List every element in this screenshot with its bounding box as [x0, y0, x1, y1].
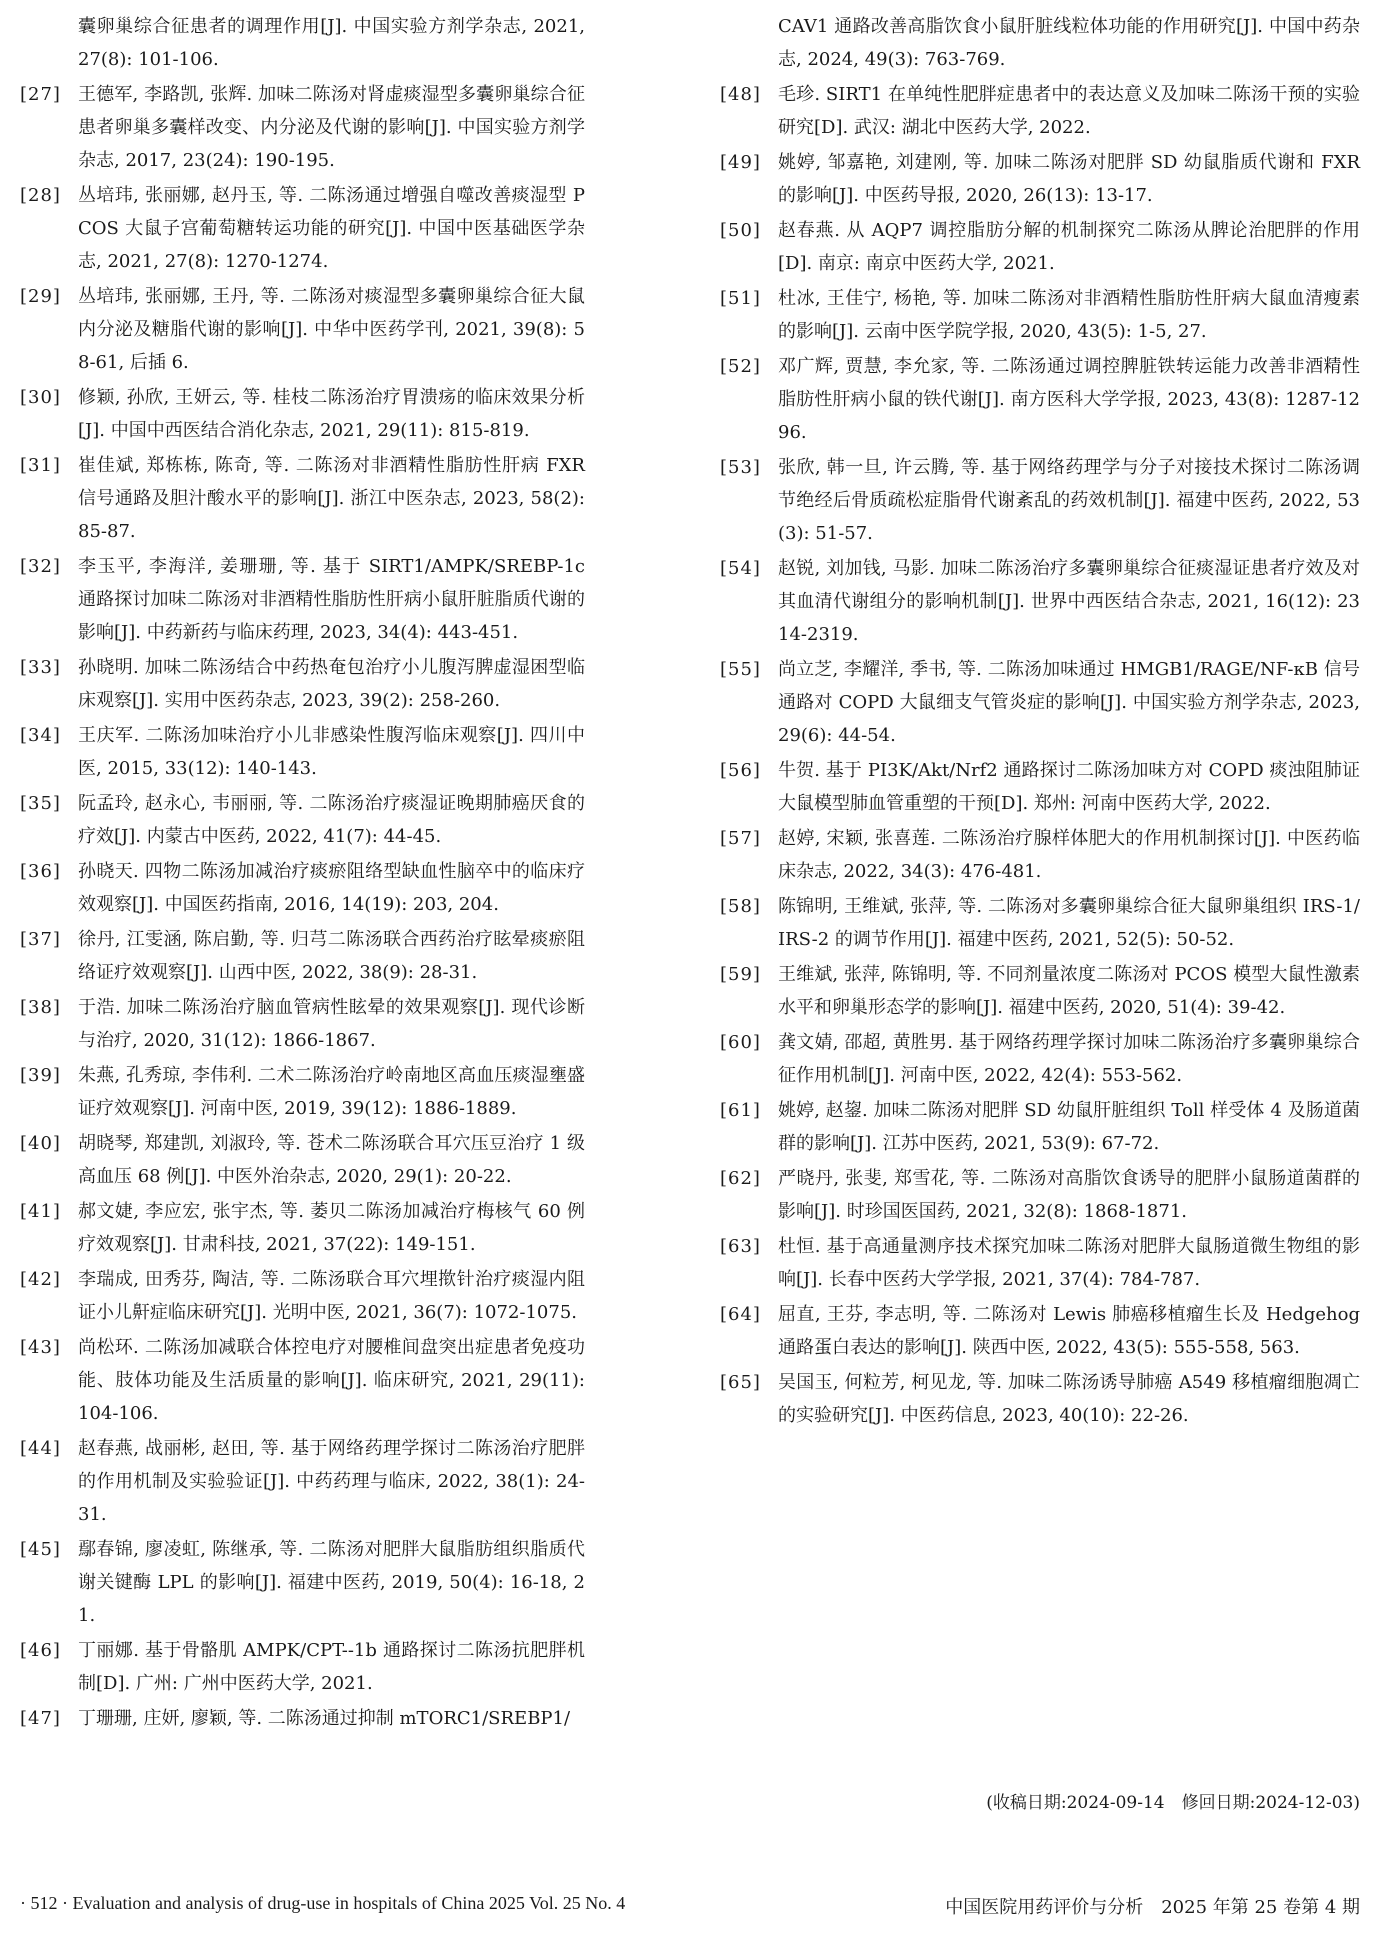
reference-number: [46]	[20, 1640, 61, 1661]
reference-text: 杜冰, 王佳宁, 杨艳, 等. 加味二陈汤对非酒精性脂肪性肝病大鼠血清瘦素的影响[J]. 云南中医学院学报, 2020, 43(5): 1-5, 27.	[778, 288, 1360, 342]
reference-text: 修颖, 孙欣, 王妍云, 等. 桂枝二陈汤治疗胃溃疡的临床效果分析[J]. 中国中西医结合消化杂志, 2021, 29(11): 815-819.	[78, 387, 585, 441]
reference-number: [44]	[20, 1438, 61, 1459]
reference-number: [63]	[720, 1236, 761, 1257]
reference-text: 屈直, 王芬, 李志明, 等. 二陈汤对 Lewis 肺癌移植瘤生长及 Hedgehog 通路蛋白表达的影响[J]. 陕西中医, 2022, 43(5): 555-558, 563.	[778, 1304, 1360, 1358]
reference-text: 于浩. 加味二陈汤治疗脑血管病性眩晕的效果观察[J]. 现代诊断与治疗, 2020, 31(12): 1866-1867.	[78, 997, 585, 1051]
footer-journal-english: · 512 · Evaluation and analysis of drug-use in hospitals of China 2025 Vol. 25 No. 4	[20, 1893, 626, 1913]
reference-item	[720, 1366, 1360, 1432]
reference-text: 徐丹, 江雯涵, 陈启勤, 等. 归芎二陈汤联合西药治疗眩晕痰瘀阻络证疗效观察[J]. 山西中医, 2022, 38(9): 28-31.	[78, 929, 585, 983]
references-right-column	[720, 10, 1360, 1434]
reference-number: [47]	[20, 1708, 61, 1729]
reference-number: [57]	[720, 828, 761, 849]
reference-number: [52]	[720, 356, 761, 377]
reference-text: 陈锦明, 王维斌, 张萍, 等. 二陈汤对多囊卵巢综合征大鼠卵巢组织 IRS-1/IRS-2 的调节作用[J]. 福建中医药, 2021, 52(5): 50-52.	[778, 896, 1360, 950]
reference-text: 鄢春锦, 廖凌虹, 陈继承, 等. 二陈汤对肥胖大鼠脂肪组织脂质代谢关键酶 LPL 的影响[J]. 福建中医药, 2019, 50(4): 16-18, 21.	[78, 1539, 585, 1626]
reference-item	[720, 1230, 1360, 1296]
reference-item	[720, 958, 1360, 1024]
reference-item	[20, 179, 585, 278]
reference-item	[720, 890, 1360, 956]
reference-item	[20, 1263, 585, 1329]
reference-item	[20, 1059, 585, 1125]
reference-text: 丛培玮, 张丽娜, 赵丹玉, 等. 二陈汤通过增强自噬改善痰湿型 PCOS 大鼠子宫葡萄糖转运功能的研究[J]. 中国中医基础医学杂志, 2021, 27(8): 1270-1274.	[78, 185, 585, 272]
reference-text: CAV1 通路改善高脂饮食小鼠肝脏线粒体功能的作用研究[J]. 中国中药杂志, 2024, 49(3): 763-769.	[778, 16, 1360, 70]
reference-item	[20, 651, 585, 717]
reference-text: 赵春燕. 从 AQP7 调控脂肪分解的机制探究二陈汤从脾论治肥胖的作用[D]. 南京: 南京中医药大学, 2021.	[778, 220, 1360, 274]
footer-journal-chinese: 中国医院用药评价与分析 2025 年第 25 卷第 4 期	[945, 1897, 1360, 1918]
reference-text: 丛培玮, 张丽娜, 王丹, 等. 二陈汤对痰湿型多囊卵巢综合征大鼠内分泌及糖脂代谢的影响[J]. 中华中医药学刊, 2021, 39(8): 58-61, 后插 6.	[78, 286, 585, 373]
reference-item	[720, 1162, 1360, 1228]
reference-item	[720, 282, 1360, 348]
reference-number: [32]	[20, 556, 61, 577]
reference-item	[720, 78, 1360, 144]
reference-text: 丁丽娜. 基于骨骼肌 AMPK/CPT--1b 通路探讨二陈汤抗肥胖机制[D]. 广州: 广州中医药大学, 2021.	[78, 1640, 585, 1694]
reference-item	[20, 1533, 585, 1632]
reference-item	[720, 653, 1360, 752]
reference-item	[720, 552, 1360, 651]
reference-item	[20, 1331, 585, 1430]
reference-item	[720, 214, 1360, 280]
reference-text: 尚立芝, 李耀洋, 季书, 等. 二陈汤加味通过 HMGB1/RAGE/NF-κB 信号通路对 COPD 大鼠细支气管炎症的影响[J]. 中国实验方剂学杂志, 2023, 29(6): 44-54.	[778, 659, 1360, 746]
reference-number: [60]	[720, 1032, 761, 1053]
reference-item	[20, 991, 585, 1057]
reference-item	[720, 1094, 1360, 1160]
reference-item	[720, 451, 1360, 550]
reference-text: 王庆军. 二陈汤加味治疗小儿非感染性腹泻临床观察[J]. 四川中医, 2015, 33(12): 140-143.	[78, 725, 585, 779]
reference-number: [64]	[720, 1304, 761, 1325]
reference-number: [48]	[720, 84, 761, 105]
reference-number: [45]	[20, 1539, 61, 1560]
reference-number: [39]	[20, 1065, 61, 1086]
references-left-column	[20, 10, 585, 1737]
reference-text: 崔佳斌, 郑栋栋, 陈奇, 等. 二陈汤对非酒精性脂肪性肝病 FXR 信号通路及胆汁酸水平的影响[J]. 浙江中医杂志, 2023, 58(2): 85-87.	[78, 455, 585, 542]
reference-continuation	[720, 10, 1360, 76]
reference-number: [41]	[20, 1201, 61, 1222]
reference-number: [31]	[20, 455, 61, 476]
reference-number: [38]	[20, 997, 61, 1018]
reference-text: 胡晓琴, 郑建凯, 刘淑玲, 等. 苍术二陈汤联合耳穴压豆治疗 1 级高血压 68 例[J]. 中医外治杂志, 2020, 29(1): 20-22.	[78, 1133, 585, 1187]
reference-number: [28]	[20, 185, 61, 206]
received-revised-dates: (收稿日期:2024-09-14 修回日期:2024-12-03)	[986, 1793, 1360, 1813]
reference-text: 李瑞成, 田秀芬, 陶洁, 等. 二陈汤联合耳穴埋揿针治疗痰湿内阻证小儿鼾症临床研究[J]. 光明中医, 2021, 36(7): 1072-1075.	[78, 1269, 585, 1323]
reference-item	[720, 754, 1360, 820]
reference-number: [58]	[720, 896, 761, 917]
reference-text: 王德军, 李路凯, 张辉. 加味二陈汤对肾虚痰湿型多囊卵巢综合征患者卵巢多囊样改变、内分泌及代谢的影响[J]. 中国实验方剂学杂志, 2017, 23(24): 190-195.	[78, 84, 585, 171]
reference-item	[20, 1702, 585, 1735]
reference-item	[720, 1298, 1360, 1364]
reference-text: 丁珊珊, 庄妍, 廖颖, 等. 二陈汤通过抑制 mTORC1/SREBP1/	[78, 1708, 571, 1729]
reference-item	[720, 1026, 1360, 1092]
reference-item	[20, 923, 585, 989]
reference-number: [34]	[20, 725, 61, 746]
reference-item	[20, 550, 585, 649]
reference-item	[20, 1127, 585, 1193]
reference-item	[20, 449, 585, 548]
reference-text: 姚婷, 赵鋆. 加味二陈汤对肥胖 SD 幼鼠肝脏组织 Toll 样受体 4 及肠道菌群的影响[J]. 江苏中医药, 2021, 53(9): 67-72.	[778, 1100, 1360, 1154]
reference-text: 阮孟玲, 赵永心, 韦丽丽, 等. 二陈汤治疗痰湿证晚期肺癌厌食的疗效[J]. 内蒙古中医药, 2022, 41(7): 44-45.	[78, 793, 585, 847]
reference-number: [56]	[720, 760, 761, 781]
reference-text: 孙晓天. 四物二陈汤加减治疗痰瘀阻络型缺血性脑卒中的临床疗效观察[J]. 中国医药指南, 2016, 14(19): 203, 204.	[78, 861, 585, 915]
reference-text: 赵锐, 刘加钱, 马影. 加味二陈汤治疗多囊卵巢综合征痰湿证患者疗效及对其血清代谢组分的影响机制[J]. 世界中西医结合杂志, 2021, 16(12): 2314-2319.	[778, 558, 1360, 645]
reference-number: [53]	[720, 457, 761, 478]
reference-number: [50]	[720, 220, 761, 241]
reference-item	[720, 350, 1360, 449]
reference-text: 吴国玉, 何粒芳, 柯见龙, 等. 加味二陈汤诱导肺癌 A549 移植瘤细胞凋亡的实验研究[J]. 中医药信息, 2023, 40(10): 22-26.	[778, 1372, 1360, 1426]
reference-number: [27]	[20, 84, 61, 105]
reference-text: 张欣, 韩一旦, 许云腾, 等. 基于网络药理学与分子对接技术探讨二陈汤调节绝经后骨质疏松症脂骨代谢紊乱的药效机制[J]. 福建中医药, 2022, 53(3): 51-57.	[778, 457, 1360, 544]
reference-number: [35]	[20, 793, 61, 814]
reference-number: [61]	[720, 1100, 761, 1121]
reference-text: 朱燕, 孔秀琼, 李伟利. 二术二陈汤治疗岭南地区高血压痰湿壅盛证疗效观察[J]. 河南中医, 2019, 39(12): 1886-1889.	[78, 1065, 585, 1119]
reference-number: [37]	[20, 929, 61, 950]
reference-text: 杜恒. 基于高通量测序技术探究加味二陈汤对肥胖大鼠肠道微生物组的影响[J]. 长春中医药大学学报, 2021, 37(4): 784-787.	[778, 1236, 1360, 1290]
reference-item	[20, 1195, 585, 1261]
reference-text: 郝文婕, 李应宏, 张宇杰, 等. 萎贝二陈汤加减治疗梅核气 60 例疗效观察[J]. 甘肃科技, 2021, 37(22): 149-151.	[78, 1201, 585, 1255]
reference-number: [36]	[20, 861, 61, 882]
reference-item	[20, 1634, 585, 1700]
reference-item	[20, 787, 585, 853]
reference-item	[20, 855, 585, 921]
reference-item	[20, 78, 585, 177]
reference-number: [29]	[20, 286, 61, 307]
reference-number: [59]	[720, 964, 761, 985]
reference-text: 姚婷, 邹嘉艳, 刘建刚, 等. 加味二陈汤对肥胖 SD 幼鼠脂质代谢和 FXR 的影响[J]. 中医药导报, 2020, 26(13): 13-17.	[778, 152, 1360, 206]
reference-number: [54]	[720, 558, 761, 579]
reference-number: [40]	[20, 1133, 61, 1154]
reference-text: 赵婷, 宋颖, 张喜莲. 二陈汤治疗腺样体肥大的作用机制探讨[J]. 中医药临床杂志, 2022, 34(3): 476-481.	[778, 828, 1360, 882]
reference-text: 龚文婧, 邵超, 黄胜男. 基于网络药理学探讨加味二陈汤治疗多囊卵巢综合征作用机制[J]. 河南中医, 2022, 42(4): 553-562.	[778, 1032, 1360, 1086]
reference-item	[20, 1432, 585, 1531]
reference-text: 王维斌, 张萍, 陈锦明, 等. 不同剂量浓度二陈汤对 PCOS 模型大鼠性激素水平和卵巢形态学的影响[J]. 福建中医药, 2020, 51(4): 39-42.	[778, 964, 1360, 1018]
reference-number: [33]	[20, 657, 61, 678]
reference-item	[720, 822, 1360, 888]
reference-number: [42]	[20, 1269, 61, 1290]
reference-item	[20, 719, 585, 785]
reference-number: [51]	[720, 288, 761, 309]
reference-text: 囊卵巢综合征患者的调理作用[J]. 中国实验方剂学杂志, 2021, 27(8): 101-106.	[78, 16, 585, 70]
reference-number: [49]	[720, 152, 761, 173]
reference-number: [30]	[20, 387, 61, 408]
reference-text: 孙晓明. 加味二陈汤结合中药热奄包治疗小儿腹泻脾虚湿困型临床观察[J]. 实用中医药杂志, 2023, 39(2): 258-260.	[78, 657, 585, 711]
reference-number: [43]	[20, 1337, 61, 1358]
reference-text: 李玉平, 李海洋, 姜珊珊, 等. 基于 SIRT1/AMPK/SREBP-1c 通路探讨加味二陈汤对非酒精性脂肪性肝病小鼠肝脏脂质代谢的影响[J]. 中药新药与临床药理, 2023, 34(4): 443-451.	[78, 556, 585, 643]
reference-text: 毛珍. SIRT1 在单纯性肥胖症患者中的表达意义及加味二陈汤干预的实验研究[D]. 武汉: 湖北中医药大学, 2022.	[778, 84, 1360, 138]
reference-text: 牛贺. 基于 PI3K/Akt/Nrf2 通路探讨二陈汤加味方对 COPD 痰浊阻肺证大鼠模型肺血管重塑的干预[D]. 郑州: 河南中医药大学, 2022.	[778, 760, 1360, 814]
reference-number: [65]	[720, 1372, 761, 1393]
reference-text: 邓广辉, 贾慧, 李允家, 等. 二陈汤通过调控脾脏铁转运能力改善非酒精性脂肪性肝病小鼠的铁代谢[J]. 南方医科大学学报, 2023, 43(8): 1287-1296.	[778, 356, 1360, 443]
reference-text: 严晓丹, 张斐, 郑雪花, 等. 二陈汤对高脂饮食诱导的肥胖小鼠肠道菌群的影响[J]. 时珍国医国药, 2021, 32(8): 1868-1871.	[778, 1168, 1360, 1222]
reference-number: [55]	[720, 659, 761, 680]
reference-item	[20, 280, 585, 379]
reference-item	[20, 381, 585, 447]
reference-continuation	[20, 10, 585, 76]
reference-number: [62]	[720, 1168, 761, 1189]
reference-item	[720, 146, 1360, 212]
reference-text: 尚松环. 二陈汤加减联合体控电疗对腰椎间盘突出症患者免疫功能、肢体功能及生活质量的影响[J]. 临床研究, 2021, 29(11): 104-106.	[78, 1337, 585, 1424]
reference-text: 赵春燕, 战丽彬, 赵田, 等. 基于网络药理学探讨二陈汤治疗肥胖的作用机制及实验验证[J]. 中药药理与临床, 2022, 38(1): 24-31.	[78, 1438, 585, 1525]
